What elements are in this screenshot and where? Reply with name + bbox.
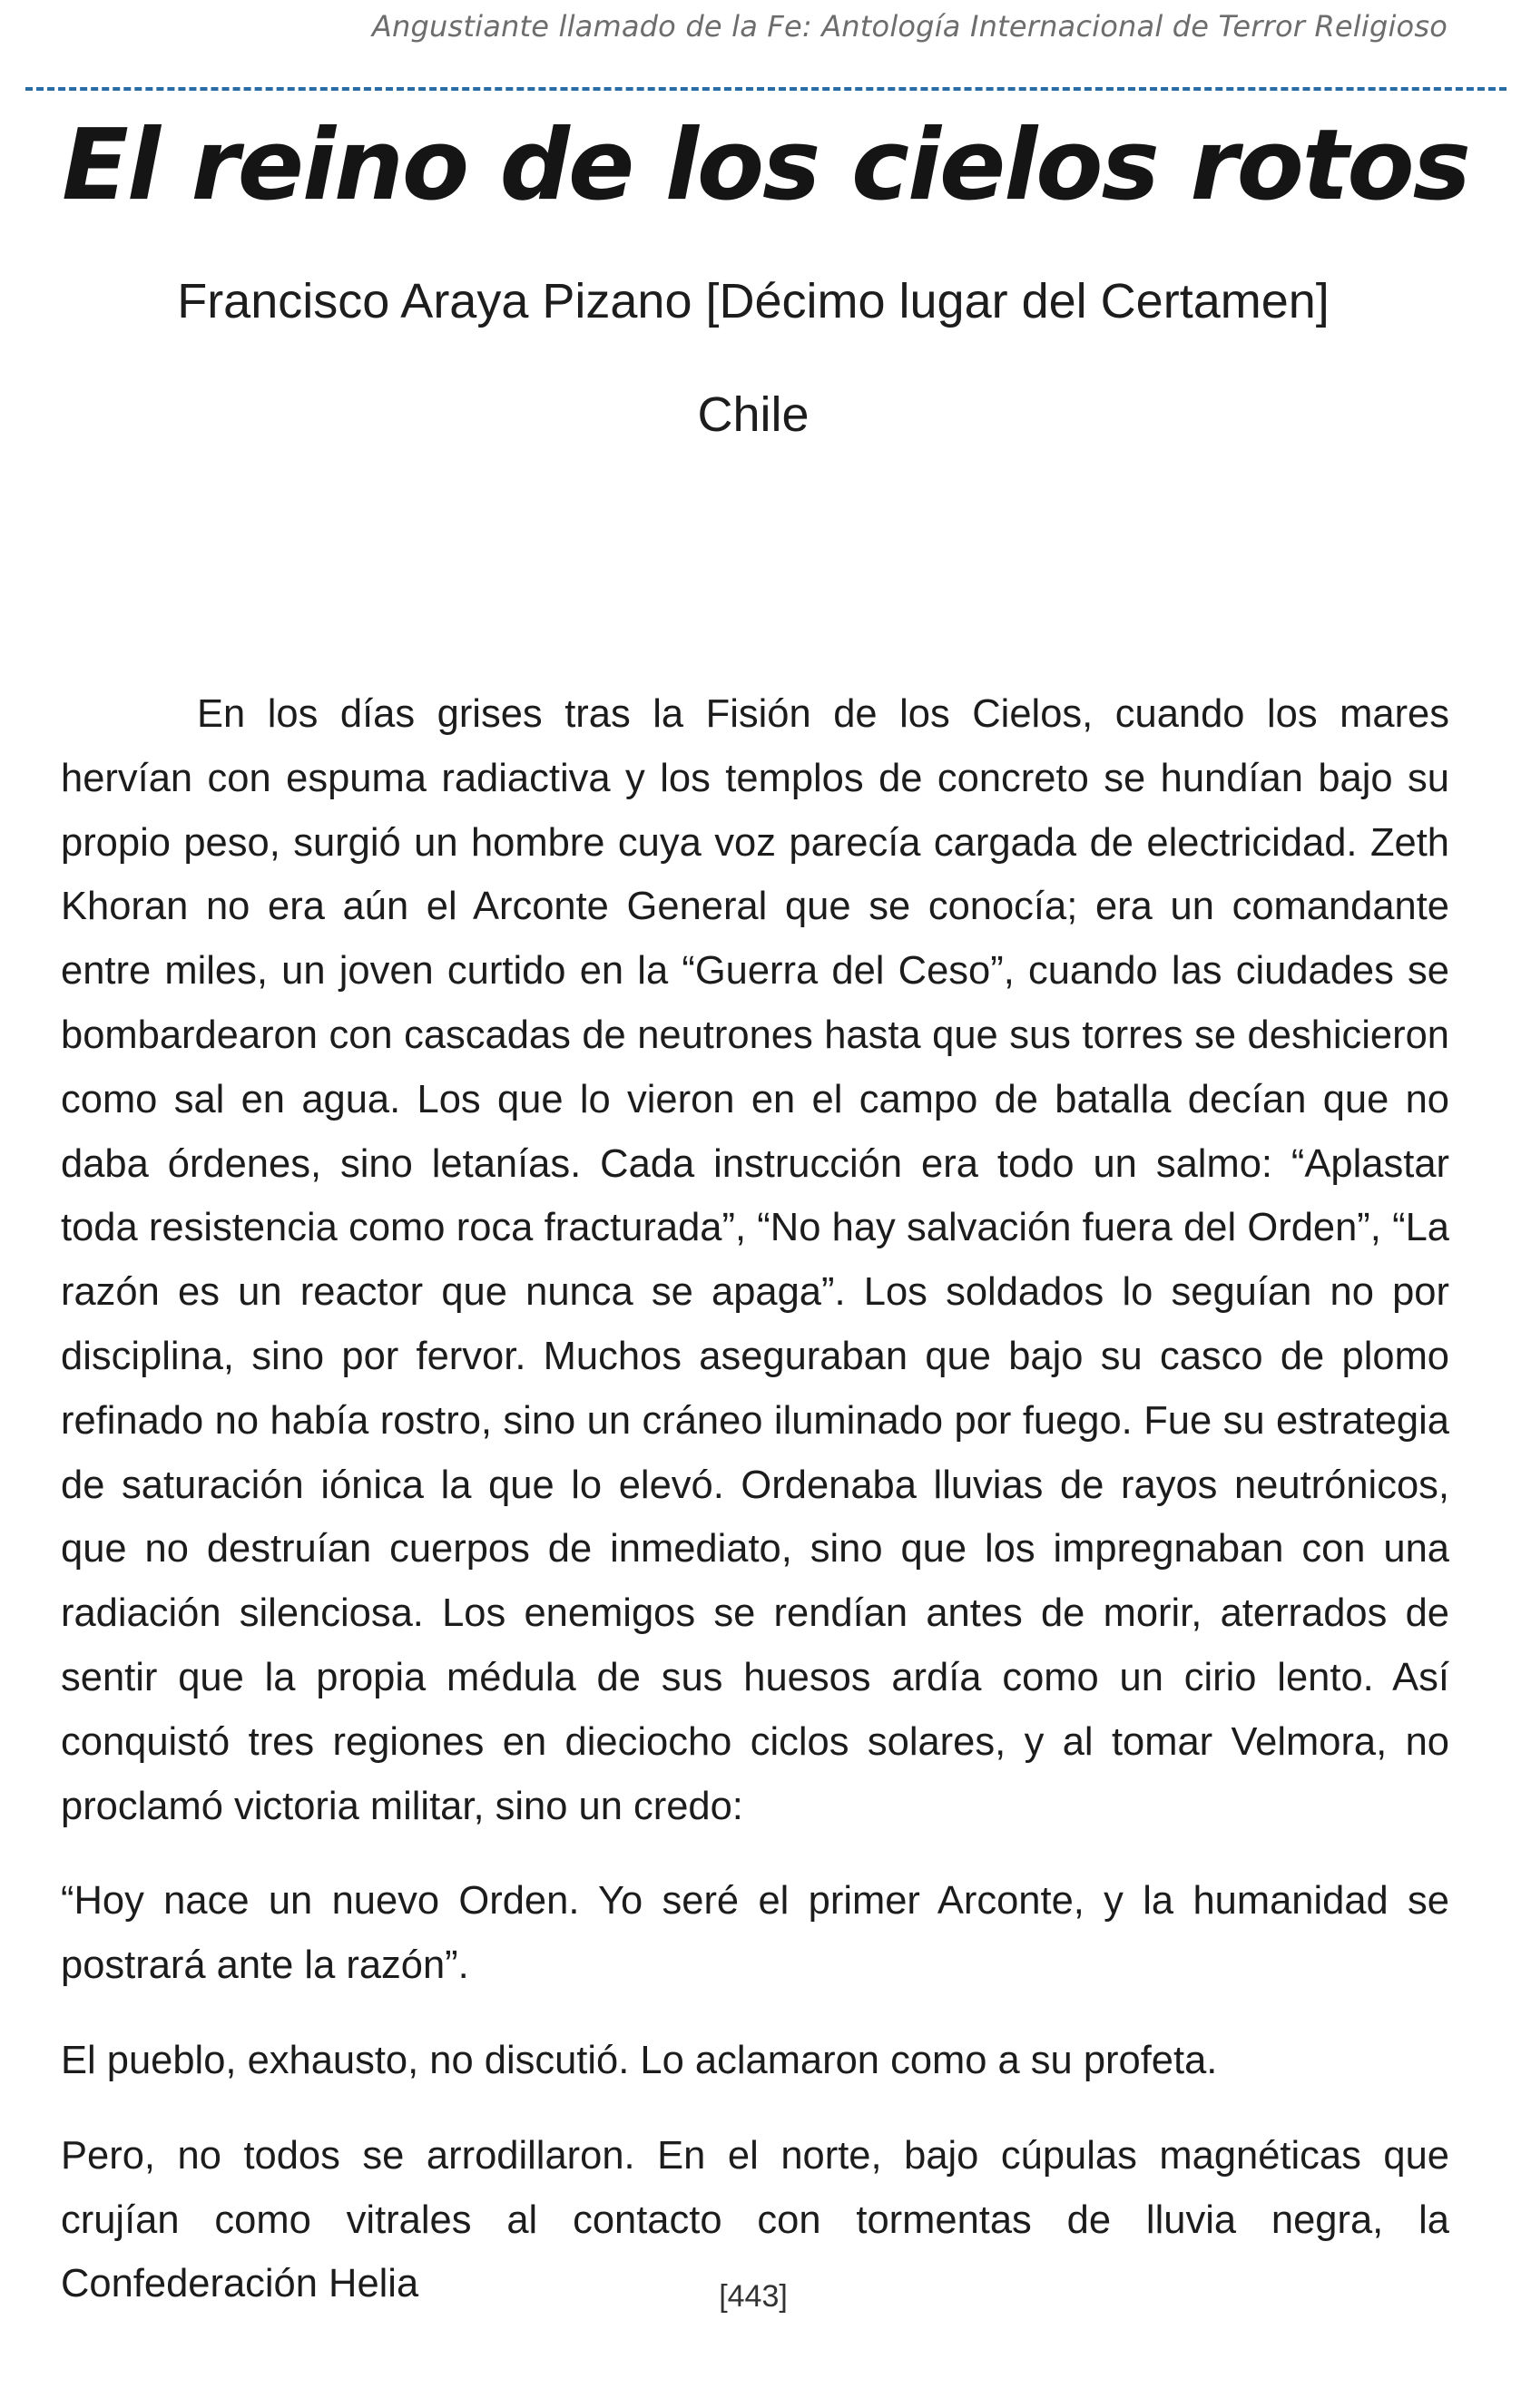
story-country: Chile — [697, 387, 810, 442]
story-title: El reino de los cielos rotos — [62, 109, 1469, 222]
story-body — [61, 682, 1449, 2316]
body-paragraph: Pero, no todos se arrodillaron. En el norte, bajo cúpulas magnéticas que crujían como vitrales al contacto con tormentas de lluvia negra, la Confederación Helia — [61, 2133, 1449, 2306]
body-paragraph: “Hoy nace un nuevo Orden. Yo seré el primer Arconte, y la humanidad se postrará ante la razón”. — [61, 1879, 1449, 1988]
body-paragraph: El pueblo, exhausto, no discutió. Lo aclamaron como a su profeta. — [61, 2038, 1218, 2082]
body-paragraph: En los días grises tras la Fisión de los Cielos, cuando los mares hervían con espuma radiactiva y los templos de concreto se hundían bajo su propio peso, surgió un hombre cuya voz parecía cargada de electricidad. Zeth Khoran no era aún el Arconte General que se conocía; era un comandante entre miles, un joven curtido en la “Guerra del Ceso”, cuando las ciudades se bombardearon con cascadas de neutrones hasta que sus torres se deshicieron como sal en agua. Los que lo vieron en el campo de batalla decían que no daba órdenes, sino letanías. Cada instrucción era todo un salmo: “Aplastar toda resistencia como roca fracturada”, “No hay salvación fuera del Orden”, “La razón es un reactor que nunca se apaga”. Los soldados lo seguían no por disciplina, sino por fervor. Muchos aseguraban que bajo su casco de plomo refinado no había rostro, sino un cráneo iluminado por fuego. Fue su estrategia de saturación iónica la que lo elevó. Ordenaba lluvias de rayos neutrónicos, que no destruían cuerpos de inmediato, sino que los impregnaban con una radiación silenciosa. Los enemigos se rendían antes de morir, aterrados de sentir que la propia médula de sus huesos ardía como un cirio lento. Así conquistó tres regiones en dieciocho ciclos solares, y al tomar Velmora, no proclamó victoria militar, sino un credo: — [61, 692, 1449, 1828]
header-divider — [25, 87, 1506, 91]
story-author: Francisco Araya Pizano [Décimo lugar del Certamen] — [177, 274, 1330, 328]
running-header: Angustiante llamado de la Fe: Antología Internacional de Terror Religioso — [371, 9, 1448, 44]
page-number: [443] — [719, 2279, 788, 2314]
